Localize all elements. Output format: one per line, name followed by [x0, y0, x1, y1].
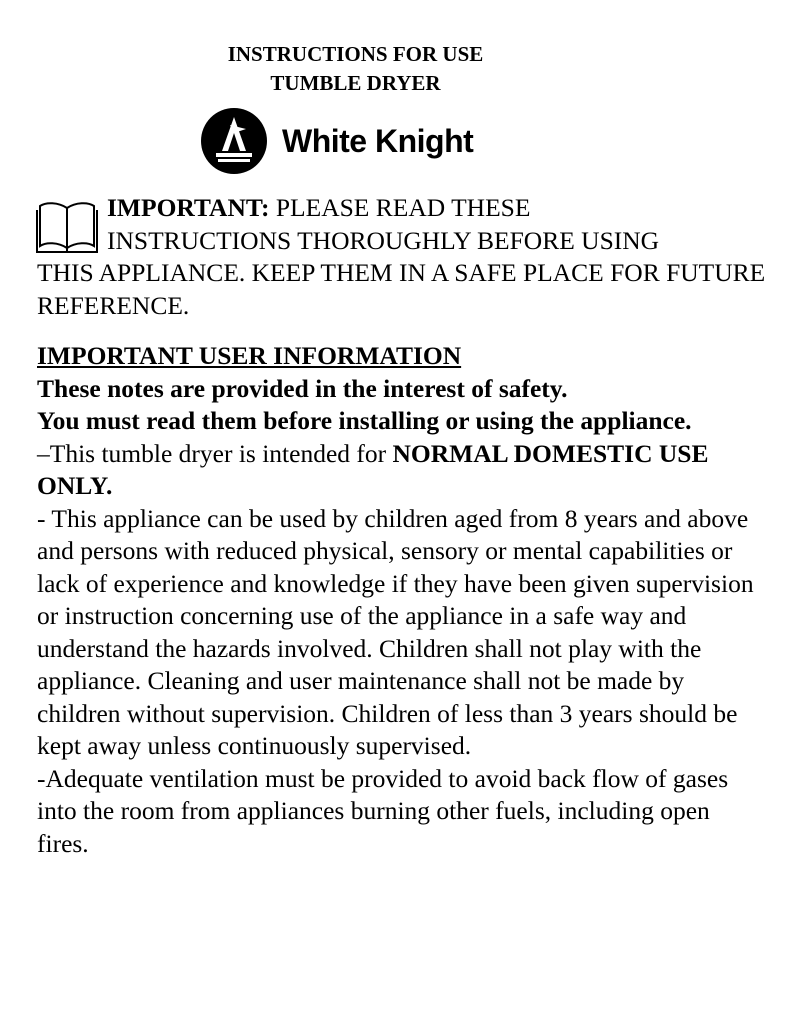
- important-text-line2: INSTRUCTIONS THOROUGHLY BEFORE USING: [107, 225, 660, 255]
- brand-name: White Knight: [282, 122, 474, 159]
- document-header: [0, 40, 711, 98]
- instructions-body: [37, 192, 767, 860]
- white-knight-emblem-icon: [200, 107, 268, 175]
- list-item-ventilation: -Adequate ventilation must be provided to avoid back flow of gases into the room from appliances burning other fuels, including open fires.: [37, 763, 729, 858]
- user-information-section: [37, 340, 767, 860]
- important-notice-line1: [37, 192, 767, 225]
- important-text-line1: PLEASE READ THESE: [269, 193, 531, 222]
- important-text-rest: THIS APPLIANCE. KEEP THEM IN A SAFE PLACE FOR FUTURE REFERENCE.: [37, 258, 766, 320]
- brand-logo: [200, 106, 473, 176]
- list-item-emphasis: NORMAL DOMESTIC USE ONLY.: [37, 438, 709, 500]
- important-label: IMPORTANT:: [107, 193, 270, 222]
- list-item-text: –This tumble dryer is intended for: [37, 438, 393, 468]
- list-item-domestic-use: [37, 438, 767, 503]
- list-item-children: - This appliance can be used by children aged from 8 years and above and persons with reduced physical, sensory or mental capabilities or lack of experience and knowledge if they have been given supervision or instruction concerning use of the appliance in a safe way and understand the hazards involved. Children shall not play with the appliance. Cleaning and user maintenance shall not be made by children without supervision. Children of less than 3 years should be kept away unless continuously supervised.: [37, 503, 754, 760]
- safety-intro-line1: These notes are provided in the interest of safety.: [37, 373, 568, 403]
- section-heading: IMPORTANT USER INFORMATION: [37, 341, 462, 370]
- header-title-line2: TUMBLE DRYER: [270, 71, 441, 95]
- important-notice: [37, 192, 767, 322]
- header-title-line1: INSTRUCTIONS FOR USE: [227, 42, 484, 66]
- safety-intro-line2: You must read them before installing or using the appliance.: [37, 406, 692, 435]
